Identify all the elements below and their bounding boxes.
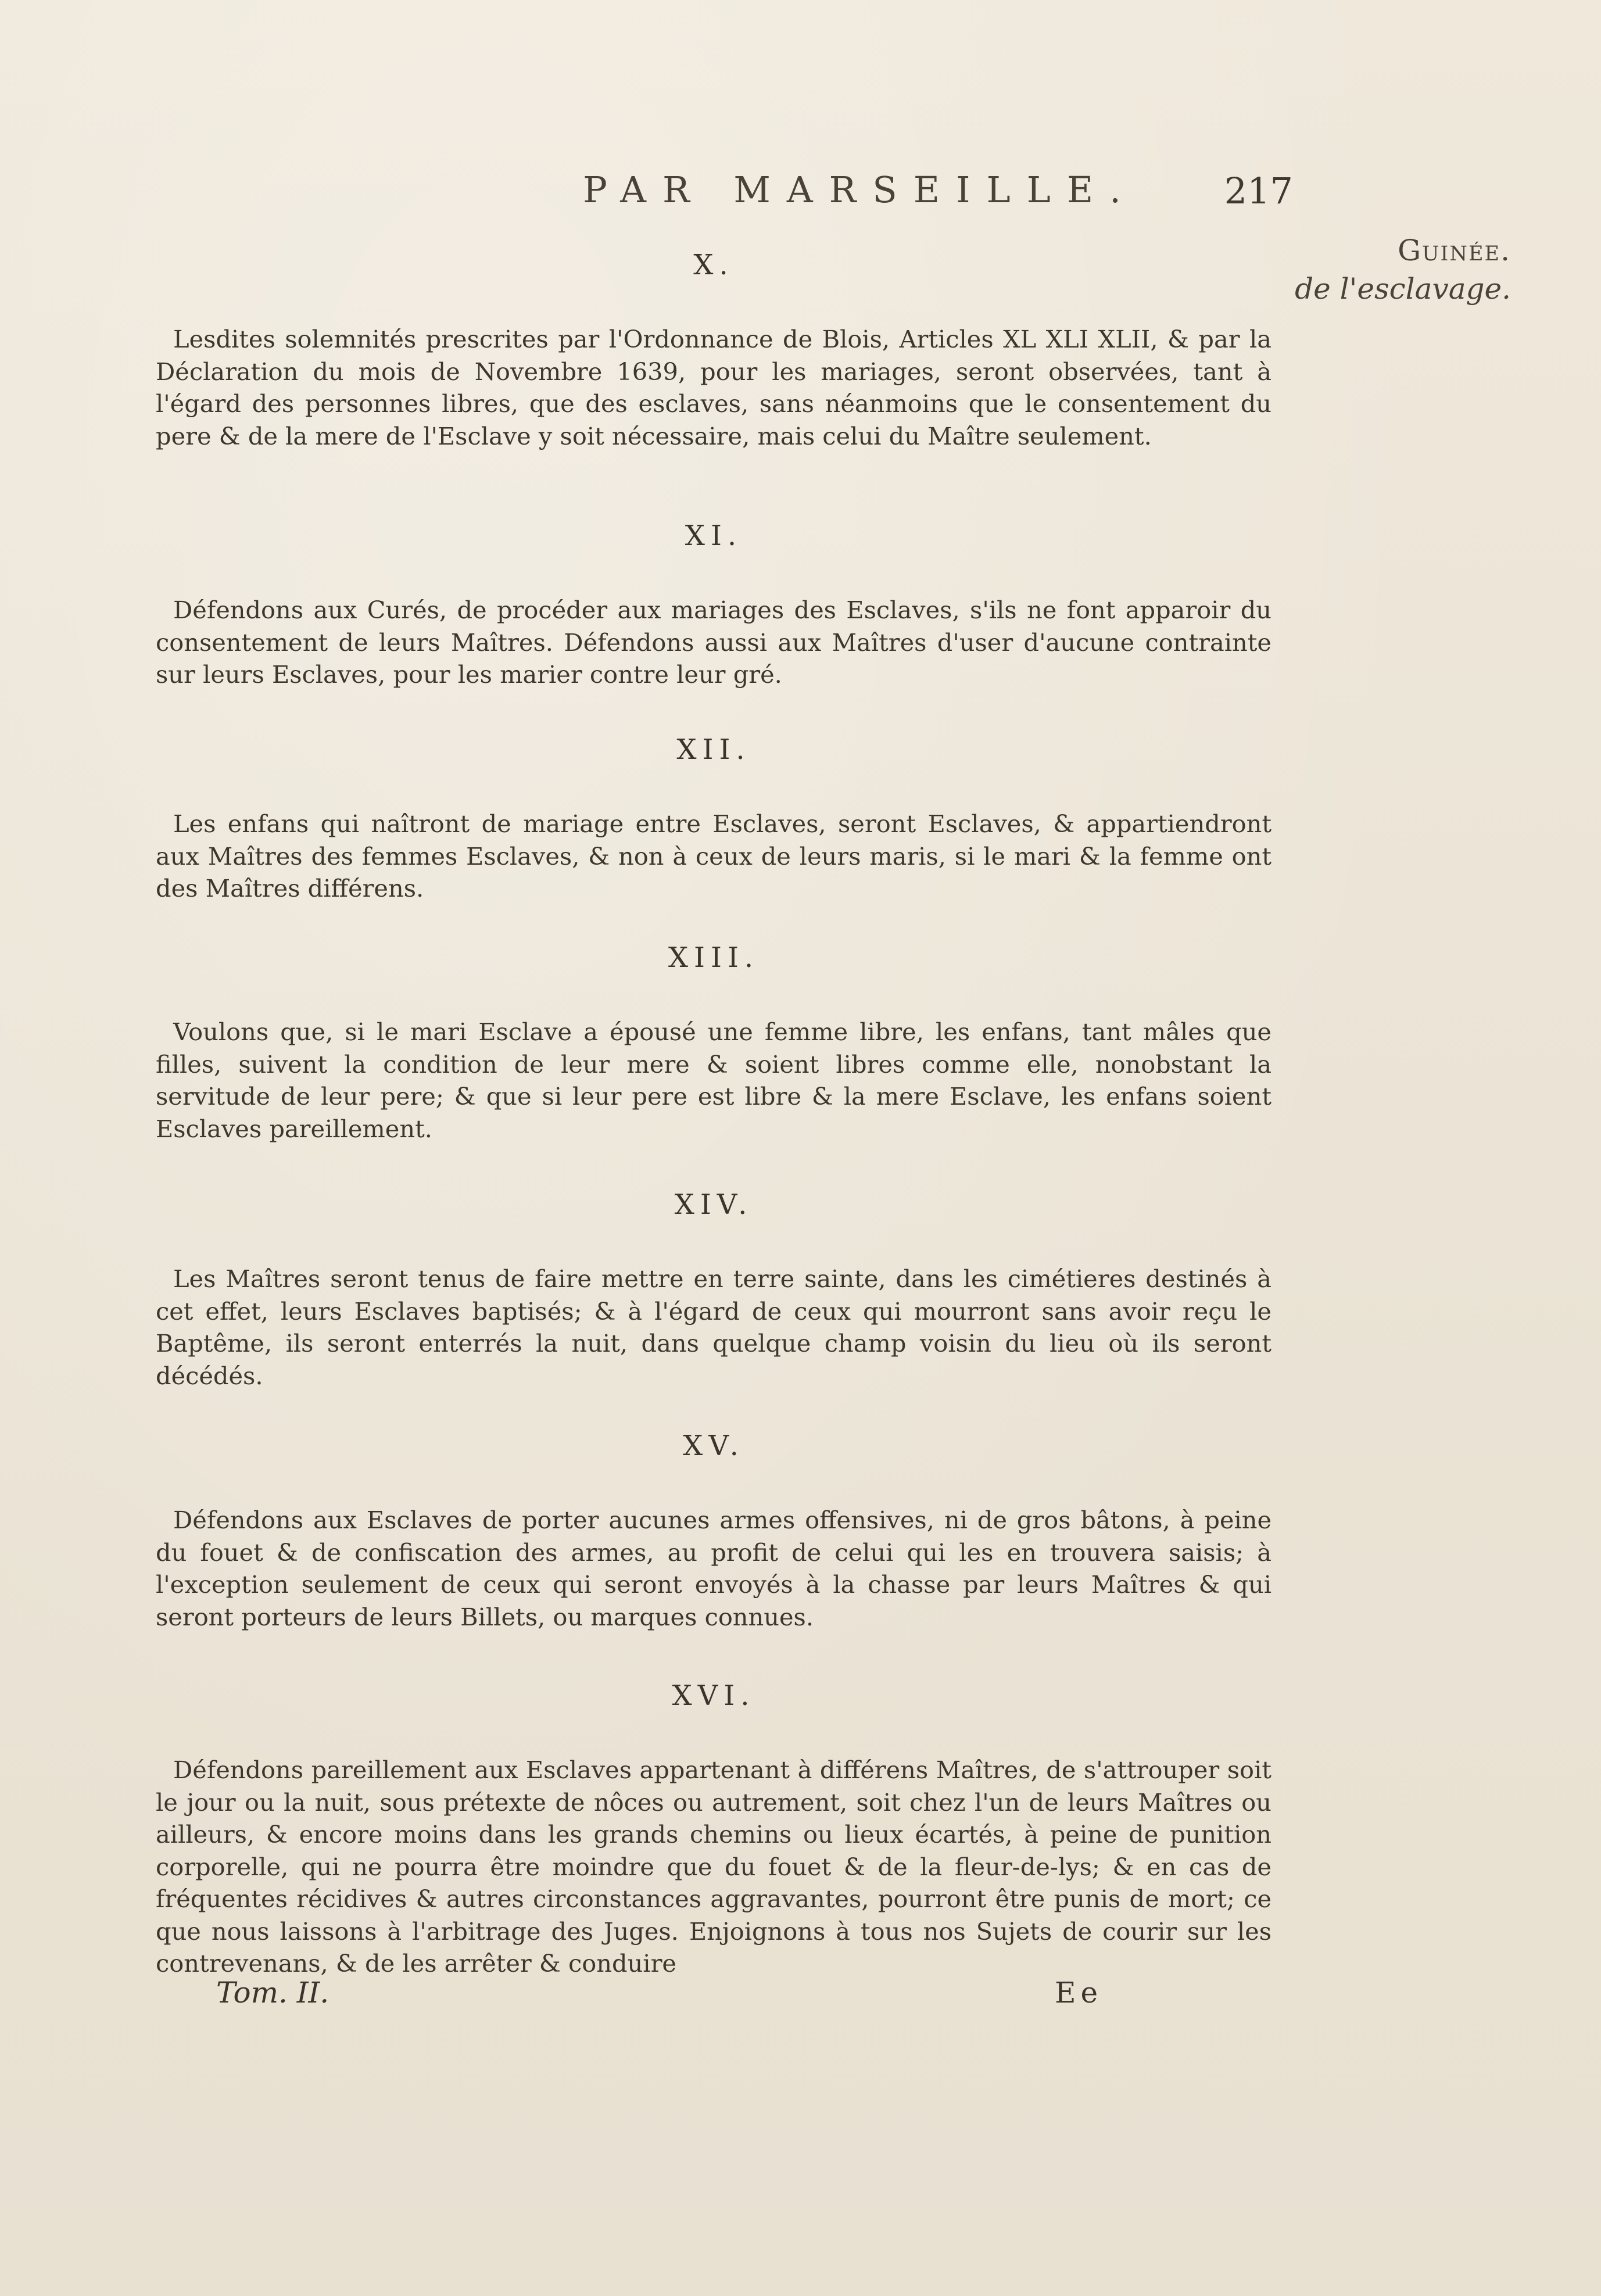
article-xv — [156, 1424, 1272, 1633]
article-text: Voulons que, si le mari Esclave a épousé une femme libre, les enfans, tant mâles que filles, suivent la condition de leur mere & soient libres comme elle, nonobstant la servitude de leur pere; & que si leur pere est libre & la mere Esclave, les enfans soient Esclaves pareillement. — [156, 1018, 1272, 1143]
article-text: Les enfans qui naîtront de mariage entre Esclaves, seront Esclaves, & appartiendront aux Maîtres des femmes Esclaves, & non à ceux de leurs maris, si le mari & la femme ont des Maîtres différens. — [156, 809, 1272, 902]
volume-signature: Tom. II. — [216, 1976, 329, 2010]
margin-note-place: Guinée. — [1398, 234, 1511, 267]
running-header: PAR MARSEILLE. — [583, 169, 1137, 211]
article-number: XV. — [683, 1430, 744, 1462]
article-text: Défendons aux Curés, de procéder aux mariages des Esclaves, s'ils ne font apparoir du consentement de leurs Maîtres. Défendons aussi aux Maîtres d'user d'aucune contrainte sur leurs Esclaves, pour les marier contre leur gré. — [156, 596, 1272, 689]
sheet-signature: Ee — [1055, 1976, 1103, 2010]
article-xii — [156, 728, 1272, 905]
article-text: Lesdites solemnités prescrites par l'Ordonnance de Blois, Articles XL XLI XLII, & par la Déclaration du mois de Novembre 1639, pour les mariages, seront observées, tant à l'égard des personnes libres, que des esclaves, sans néanmoins que le consentement du pere & de la mere de l'Esclave y soit nécessaire, mais celui du Maître seulement. — [156, 325, 1272, 450]
article-text: Les Maîtres seront tenus de faire mettre en terre sainte, dans les cimétieres destinés à cet effet, leurs Esclaves baptisés; & à l'égard de ceux qui mourront sans avoir reçu le Baptême, ils seront enterrés la nuit, dans quelque champ voisin du lieu où ils seront décédés. — [156, 1265, 1272, 1390]
article-xiv — [156, 1183, 1272, 1392]
article-xi — [156, 514, 1272, 691]
article-xvi — [156, 1674, 1272, 1980]
article-number: XII. — [676, 733, 751, 766]
article-x — [156, 243, 1272, 452]
article-text: Défendons aux Esclaves de porter aucunes armes offensives, ni de gros bâtons, à peine du fouet & de confiscation des armes, au profit de celui qui les en trouvera saisis; à l'exception seulement de ceux qui seront envoyés à la chasse par leurs Maîtres & qui seront porteurs de leurs Billets, ou marques connues. — [156, 1506, 1272, 1631]
margin-note-topic: de l'esclavage. — [1295, 272, 1511, 306]
article-number: XIII. — [668, 941, 760, 974]
article-number: XIV. — [674, 1188, 753, 1221]
margin-note — [1261, 231, 1511, 308]
article-number: X. — [693, 249, 734, 281]
page-number: 217 — [1224, 170, 1293, 212]
article-text: Défendons pareillement aux Esclaves appartenant à différens Maîtres, de s'attrouper soit le jour ou la nuit, sous prétexte de nôces ou autrement, soit chez l'un de leurs Maîtres ou ailleurs, & encore moins dans les grands chemins ou lieux écartés, à peine de punition corporelle, qui ne pourra être moindre que du fouet & de la fleur-de-lys; & en cas de fréquentes récidives & autres circonstances aggravantes, pourront être punis de mort; ce que nous laissons à l'arbitrage des Juges. Enjoignons à tous nos Sujets de courir sur les contrevenans, & de les arrêter & conduire — [156, 1756, 1272, 1978]
article-xiii — [156, 936, 1272, 1145]
article-number: XI. — [685, 520, 743, 552]
article-number: XVI. — [672, 1679, 755, 1712]
